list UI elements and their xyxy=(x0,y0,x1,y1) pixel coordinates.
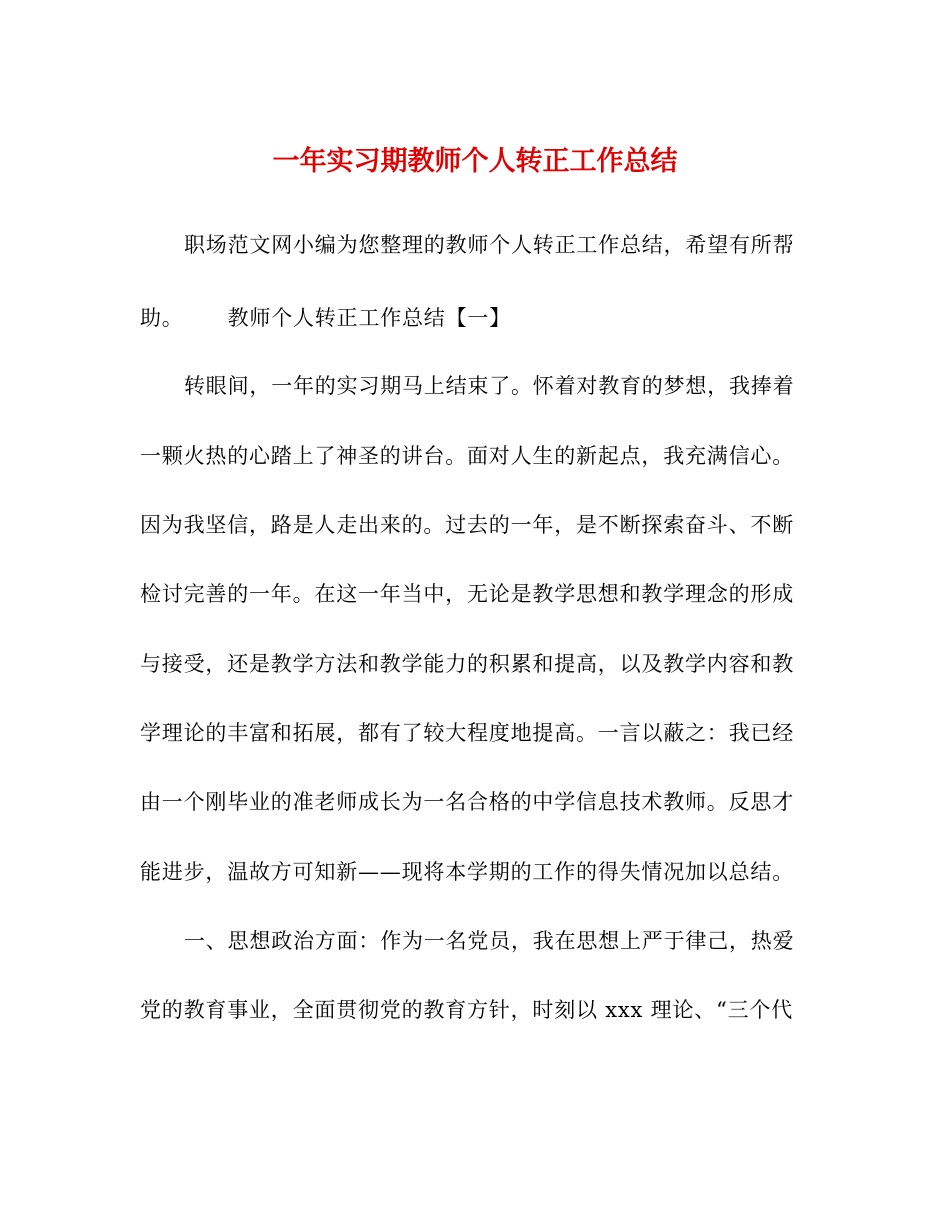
paragraph-line: 助。 xyxy=(140,306,184,330)
paragraph-line: 能进步，温故方可知新——现将本学期的工作的得失情况加以总结。 xyxy=(140,860,794,884)
paragraph-line: 由一个刚毕业的准老师成长为一名合格的中学信息技术教师。反思才 xyxy=(140,790,794,814)
paragraph-line: 转眼间，一年的实习期马上结束了。怀着对教育的梦想，我捧着 xyxy=(184,374,795,398)
paragraph-line: 因为我坚信，路是人走出来的。过去的一年，是不断探索奋斗、不断 xyxy=(140,513,794,537)
paragraph-line: 一、思想政治方面：作为一名党员，我在思想上严于律己，热爱 xyxy=(184,929,795,953)
paragraph-line: 党的教育事业，全面贯彻党的教育方针，时刻以 xxx 理论、“三个代 xyxy=(140,998,794,1022)
paragraph-line: 检讨完善的一年。在这一年当中，无论是教学思想和教学理念的形成 xyxy=(140,582,794,606)
paragraph-line-with-heading xyxy=(140,302,810,334)
paragraph-line: 一颗火热的心踏上了神圣的讲台。面对人生的新起点，我充满信心。 xyxy=(140,444,794,468)
section-heading: 教师个人转正工作总结【一】 xyxy=(227,306,512,330)
paragraph-line: 与接受，还是教学方法和教学能力的积累和提高，以及教学内容和教 xyxy=(140,652,794,676)
paragraph-line: 职场范文网小编为您整理的教师个人转正工作总结，希望有所帮 xyxy=(184,233,795,257)
document-title: 一年实习期教师个人转正工作总结 xyxy=(272,146,678,177)
paragraph-line: 学理论的丰富和拓展，都有了较大程度地提高。一言以蔽之：我已经 xyxy=(140,721,794,745)
